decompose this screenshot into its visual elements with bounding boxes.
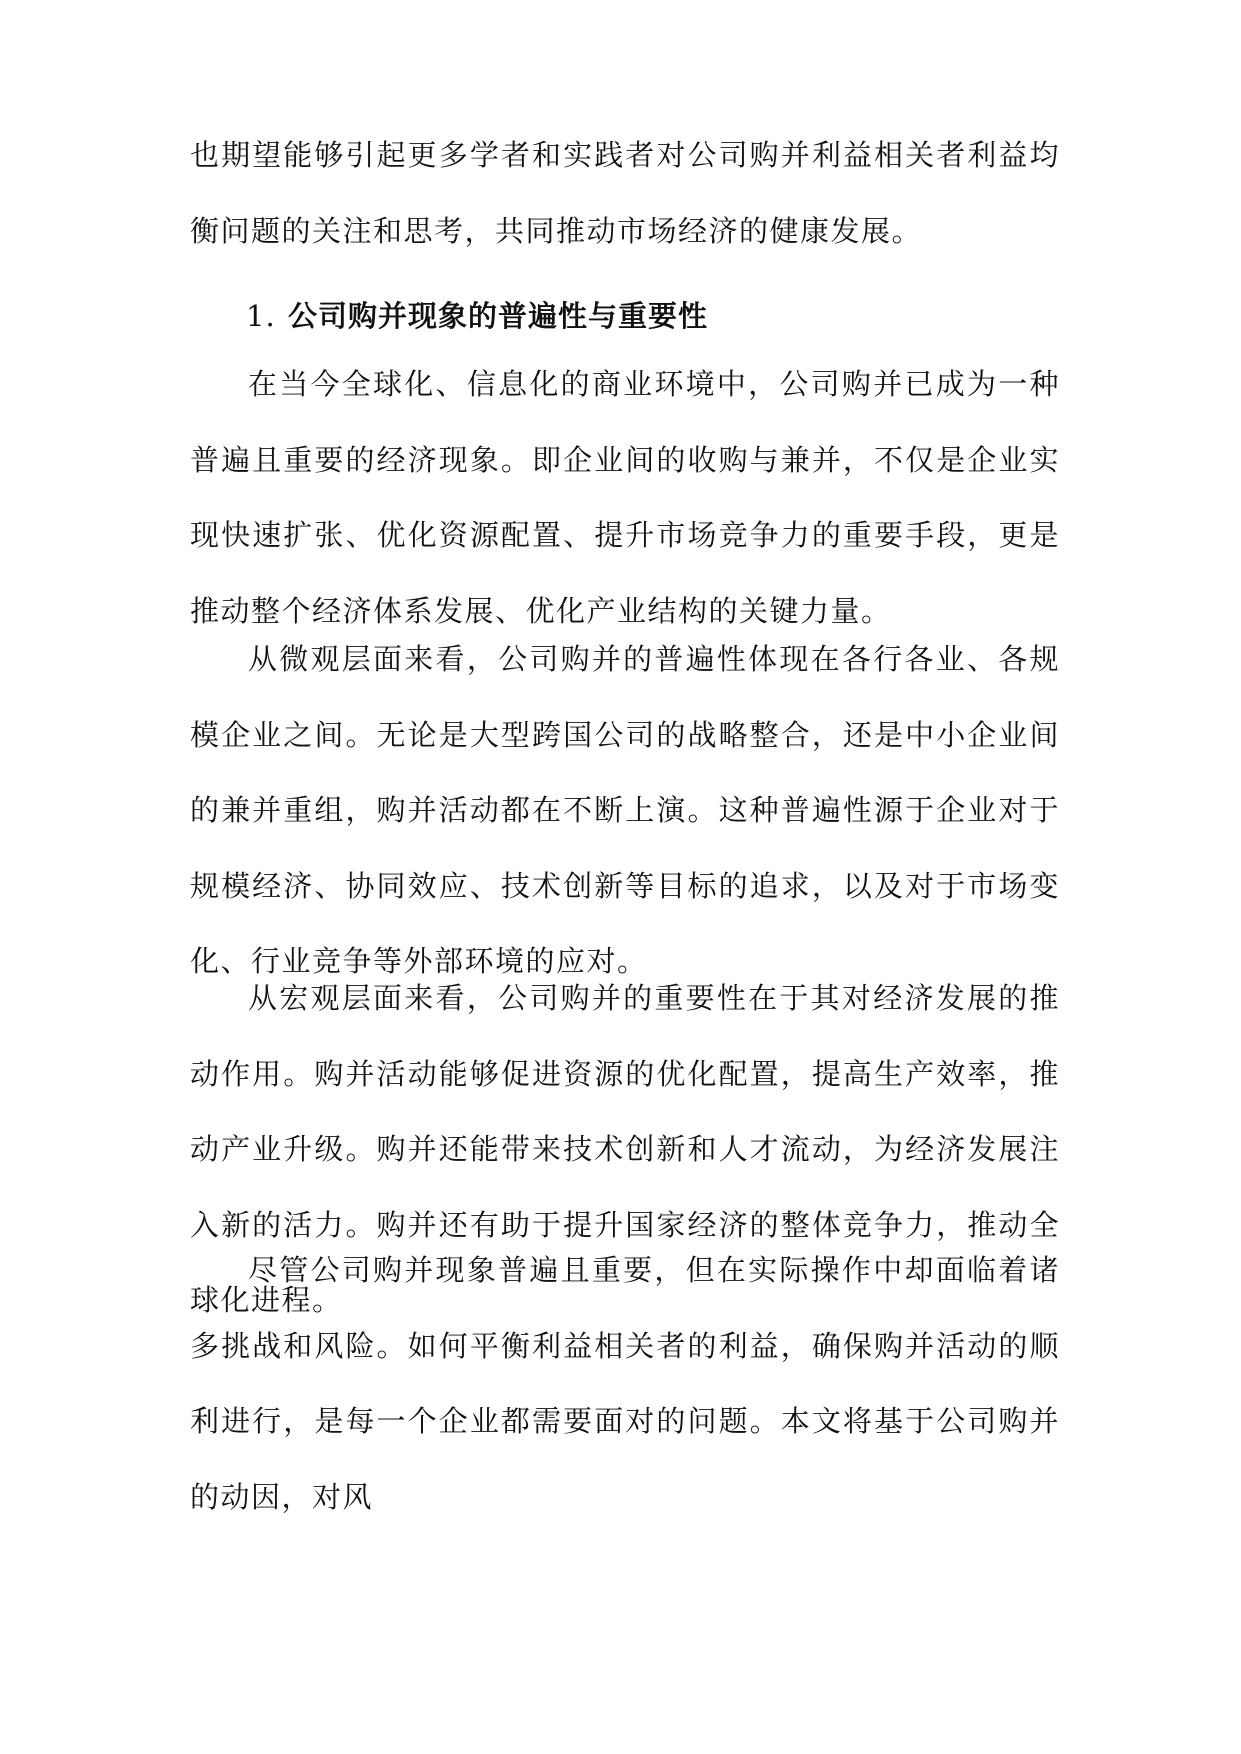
continuation-paragraph: 也期望能够引起更多学者和实践者对公司购并利益相关者利益均衡问题的关注和思考，共同推动市场经济的健康发展。 — [190, 138, 1060, 248]
paragraph-2: 从微观层面来看，公司购并的普遍性体现在各行各业、各规模企业之间。无论是大型跨国公司的战略整合，还是中小企业间的兼并重组，购并活动都在不断上演。这种普遍性源于企业对于规模经济、协同效应、技术创新等目标的追求，以及对于市场变化、行业竞争等外部环境的应对。 — [190, 642, 1060, 978]
section-title: 公司购并现象的普遍性与重要性 — [288, 299, 709, 333]
section-heading — [246, 286, 1046, 346]
section-number: 1. — [246, 299, 276, 333]
paragraph-4: 尽管公司购并现象普遍且重要，但在实际操作中却面临着诸多挑战和风险。如何平衡利益相关者的利益，确保购并活动的顺利进行，是每一个企业都需要面对的问题。本文将基于公司购并的动因，对风 — [190, 1253, 1060, 1514]
paragraph-3: 从宏观层面来看，公司购并的重要性在于其对经济发展的推动作用。购并活动能够促进资源的优化配置，提高生产效率，推动产业升级。购并还能带来技术创新和人才流动，为经济发展注入新的活力。购并还有助于提升国家经济的整体竞争力，推动全球化进程。 — [190, 981, 1060, 1317]
paragraph-1: 在当今全球化、信息化的商业环境中，公司购并已成为一种普遍且重要的经济现象。即企业间的收购与兼并，不仅是企业实现快速扩张、优化资源配置、提升市场竞争力的重要手段，更是推动整个经济体系发展、优化产业结构的关键力量。 — [190, 367, 1060, 628]
